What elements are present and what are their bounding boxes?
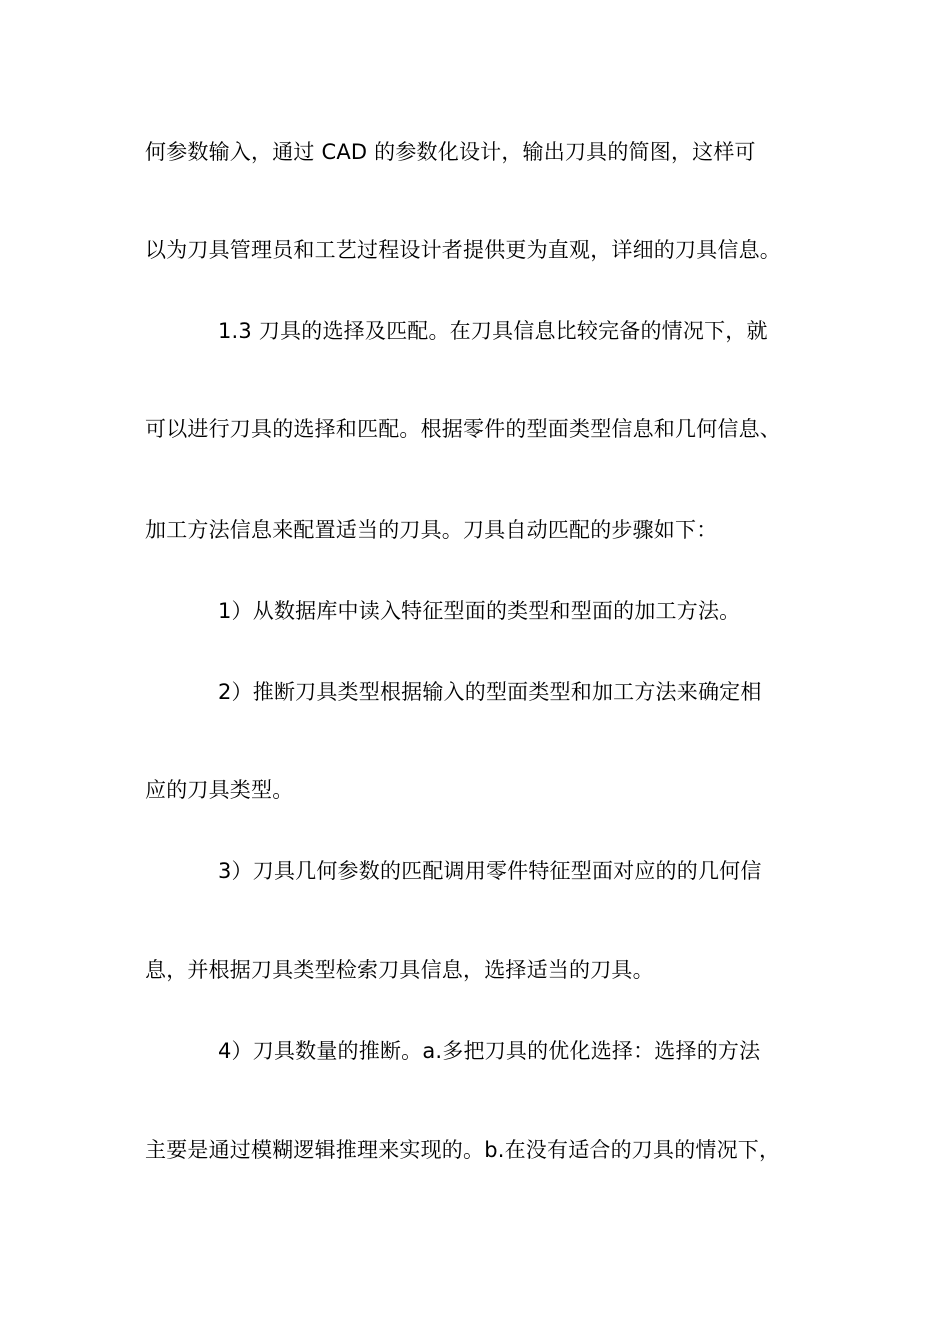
text-line-12: 主要是通过模糊逻辑推理来实现的。b.在没有适合的刀具的情况下， [145,1138,781,1162]
text-line-9: 3）刀具几何参数的匹配调用零件特征型面对应的的几何信 [218,859,762,883]
text-line-1: 何参数输入，通过 CAD 的参数化设计，输出刀具的简图，这样可 [145,140,756,164]
text-line-7: 2）推断刀具类型根据输入的型面类型和加工方法来确定相 [218,680,762,704]
text-line-3: 1.3 刀具的选择及匹配。在刀具信息比较完备的情况下，就 [218,319,768,343]
text-line-6: 1）从数据库中读入特征型面的类型和型面的加工方法。 [218,599,741,623]
text-line-5: 加工方法信息来配置适当的刀具。刀具自动匹配的步骤如下： [145,518,718,542]
text-line-11: 4）刀具数量的推断。a.多把刀具的优化选择：选择的方法 [218,1039,761,1063]
text-line-4: 可以进行刀具的选择和匹配。根据零件的型面类型信息和几何信息、 [145,417,781,441]
text-line-8: 应的刀具类型。 [145,778,294,802]
text-line-10: 息，并根据刀具类型检索刀具信息，选择适当的刀具。 [145,958,654,982]
text-line-2: 以为刀具管理员和工艺过程设计者提供更为直观，详细的刀具信息。 [145,238,781,262]
